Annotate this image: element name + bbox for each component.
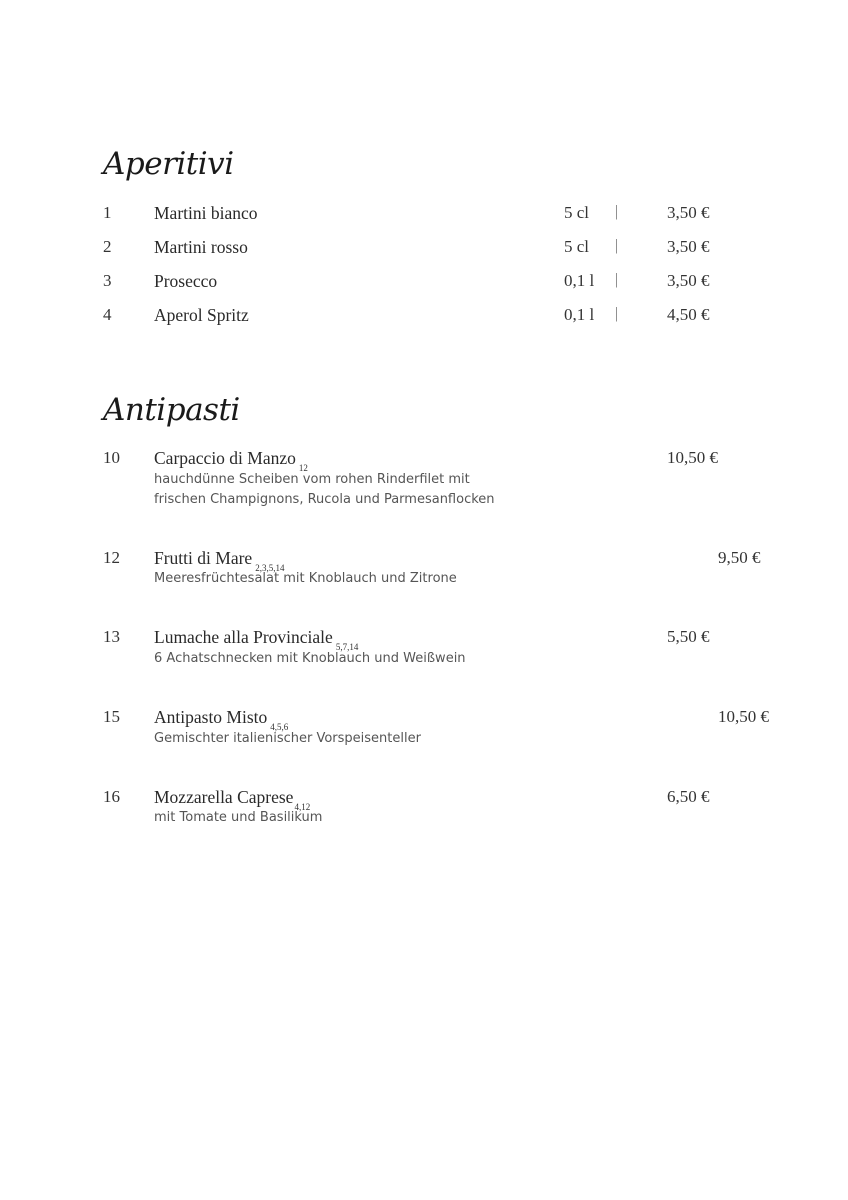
allergen-codes: 4,5,6 [270,722,289,732]
item-name: Martini rosso [154,237,248,257]
item-number: 4 [103,305,112,324]
allergen-codes: 2,3,5,14 [255,563,285,573]
separator: | [615,305,619,322]
item-description [154,729,421,749]
item-number: 10 [103,448,120,467]
menu-item [0,203,848,233]
item-name-text: Mozzarella Caprese [154,787,294,807]
item-name-text: Lumache alla Provinciale [154,627,333,647]
item-number: 15 [103,707,120,726]
separator: | [615,237,619,254]
description-line: mit Tomate und Basilikum [154,810,323,825]
item-number: 13 [103,627,120,646]
item-price: 3,50 € [667,271,710,290]
item-volume: 5 cl [564,203,590,222]
item-price: 4,50 € [667,305,710,324]
item-name-text: Carpaccio di Manzo [154,448,296,468]
item-price: 6,50 € [667,787,710,806]
menu-item [0,305,848,335]
description-line: Gemischter italienischer Vorspeisenteller [154,731,421,746]
section-title-antipasti: Antipasti [103,392,240,428]
item-name: Prosecco [154,271,218,291]
item-volume: 5 cl [564,237,590,256]
allergen-codes: 12 [298,463,308,473]
allergen-codes: 4,12 [294,802,311,812]
item-number: 1 [103,203,112,222]
item-price: 3,50 € [667,237,710,256]
description-line: Meeresfrüchtesalat mit Knoblauch und Zitrone [154,571,457,586]
item-number: 2 [103,237,112,256]
item-price: 3,50 € [667,203,710,222]
item-volume: 0,1 l [564,271,595,290]
item-description [154,569,457,589]
item-description [154,808,322,828]
item-price: 10,50 € [667,448,718,467]
item-description [154,470,495,510]
separator: | [615,203,619,220]
item-name-text: Frutti di Mare [154,548,253,568]
menu-item [0,271,848,301]
allergen-codes: 5,7,14 [335,642,359,652]
item-name: Martini bianco [154,203,258,223]
item-price: 9,50 € [718,548,761,567]
description-line: frischen Champignons, Rucola und Parmesanflocken [154,492,495,507]
item-name-text: Antipasto Misto [154,707,268,727]
item-description [154,649,466,669]
separator: | [615,271,619,288]
item-price: 10,50 € [718,707,769,726]
item-number: 12 [103,548,120,567]
item-number: 16 [103,787,120,806]
item-number: 3 [103,271,112,290]
item-volume: 0,1 l [564,305,595,324]
menu-item [0,237,848,267]
section-title-aperitivi: Aperitivi [103,146,234,182]
description-line: 6 Achatschnecken mit Knoblauch und Weißwein [154,651,466,666]
item-price: 5,50 € [667,627,710,646]
menu-item [0,707,848,737]
menu-item [0,787,848,817]
description-line: hauchdünne Scheiben vom rohen Rinderfilet mit [154,472,470,487]
item-name: Aperol Spritz [154,305,249,325]
